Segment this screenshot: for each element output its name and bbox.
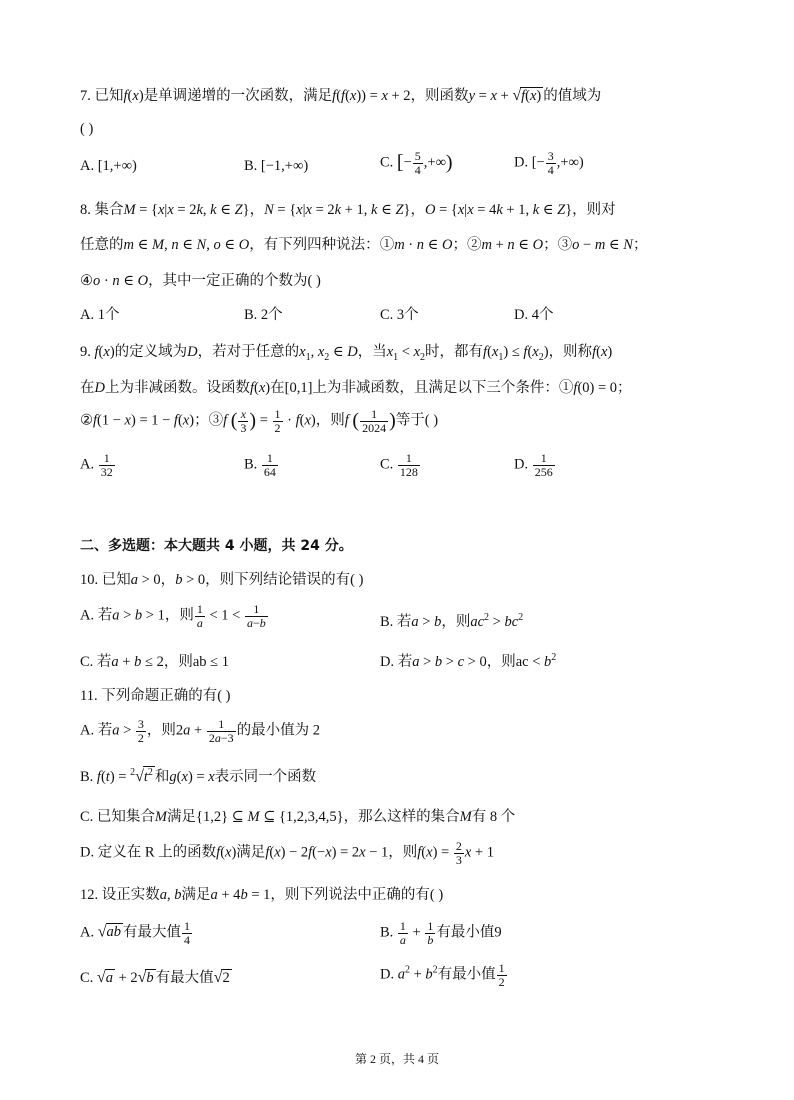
q9-option-d: [514, 452, 556, 478]
q8-option-a: A. 1个: [80, 307, 120, 323]
q9-option-a: [80, 452, 116, 478]
q11-option-b: B. $f(t) = ^2√t^2$ 和g(x) = x表示同一个函数: [80, 767, 317, 785]
q7-number: 7.: [80, 88, 95, 104]
q8-line2: 任意的m ∈ M, n ∈ N, o ∈ O，有下列四种说法：①m · n ∈ O；②m + n ∈ O；③o − m ∈ N；: [80, 237, 648, 253]
q9-option-b-label: B.: [244, 456, 258, 473]
q8-line3: ④o · n ∈ O，其中一定正确的个数为( ): [80, 273, 321, 289]
section-heading: 二、多选题：本大题共 4 小题，共 24 分。: [80, 538, 353, 554]
q10-stem: 10. 已知a > 0，b > 0，则下列结论错误的有( ): [80, 572, 364, 588]
q10-option-c-label: C. 若: [80, 654, 112, 670]
q11-text: 的最小值为 2: [236, 722, 321, 739]
q11-option-c: C. 已知集合M满足{1,2} ⊆ M ⊆ {1,2,3,4,5}，那么这样的集合M有 8 个: [80, 809, 516, 825]
q12-option-d: D. $a^2 + b^2$有最小值 $\frac{1}{2}$: [380, 961, 505, 989]
q8-line1: 8. 集合M = {x|x = 2k, k ∈ Z}，N = {x|x = 2k + 1, k ∈ Z}，O = {x|x = 4k + 1, k ∈ Z}，则对: [80, 202, 616, 218]
fraction-numerator: 1: [99, 452, 115, 466]
q9-text: 在: [80, 380, 95, 396]
q11-text: 满足{1,2} ⊆: [167, 809, 248, 825]
q10-text: 10. 已知: [80, 572, 131, 588]
q10-option-c: C. 若a + b ≤ 2，则ab ≤ 1: [80, 654, 229, 670]
q9-option-b: [244, 452, 279, 478]
q10-option-b-label: B. 若: [380, 614, 412, 630]
q10-option-b: B. 若a > b，则$ac^2 > bc^2$: [380, 612, 524, 630]
q7-option-c-label: C.: [380, 154, 394, 171]
q9-option-d-label: D.: [514, 456, 529, 473]
q12-text: ，则下列说法中正确的有( ): [270, 887, 444, 903]
q12-option-c: C. √a + 2√b 有最大值√2: [80, 969, 230, 986]
q11-text: 表示同一个函数: [214, 769, 317, 785]
q10-option-d: D. 若a > b > c > 0，则ac < $b^2$: [380, 652, 557, 670]
q12-text: 有最小值: [437, 966, 496, 983]
q9-text: 的定义域为: [114, 344, 188, 360]
q7-option-d-label: D. [−: [514, 154, 545, 171]
q12-option-b: B. $\frac{1}{a}$ + $\frac{1}{b}$ 有最小值9: [380, 919, 502, 947]
q11-option-d: D. 定义在 R 上的函数f(x)满足f(x) − 2f(−x) = 2x − 1，则f(x) = $\frac{2}{3}$ x + 1: [80, 839, 494, 867]
q8-text: ，其中一定正确的个数为( ): [148, 273, 321, 289]
q11-stem: 11. 下列命题正确的有( ): [80, 688, 231, 704]
q8-text: ，有下列四种说法：: [249, 237, 380, 253]
q9-text: ，当: [357, 344, 387, 360]
fraction-denominator: 128: [399, 464, 418, 479]
q12-text: 有最大值: [123, 924, 182, 941]
q11-text: C. 已知集合: [80, 809, 155, 825]
q9-line3: ②f(1 − x) = 1 − f(x)；③f ( $\frac{x}{3}$ ) = $\frac{1}{2}$ · f(x)，则f ( $\frac{1}{2024}$ )等于( ): [80, 407, 439, 435]
q12-stem: 12. 设正实数a, b满足a + 4b = 1，则下列说法中正确的有( ): [80, 887, 444, 903]
fraction-numerator: 1: [533, 452, 555, 466]
q8-option-d: D. 4个: [514, 307, 554, 323]
q9-option-c: [380, 452, 421, 478]
fraction-denominator: 32: [100, 464, 113, 479]
q9-text: 等于( ): [395, 412, 439, 429]
q9-option-a-label: A.: [80, 456, 95, 473]
fraction-denominator: 64: [263, 464, 276, 479]
fraction-numerator: 1: [262, 452, 278, 466]
page-footer: 第 2 页，共 4 页: [354, 1052, 439, 1066]
q7-paren: ( ): [80, 121, 94, 137]
q10-option-d-label: D. 若: [380, 654, 413, 670]
q10-option-a-label: A. 若: [80, 607, 113, 624]
q9-text: ，若对于任意的: [197, 344, 300, 360]
q7-option-d: D. [− $\frac{3}{4}$ ,+∞): [514, 149, 584, 177]
q11-text: ⊆ {1,2,3,4,5}，那么这样的集合: [259, 809, 460, 825]
q11-text: D. 定义在 R 上的函数: [80, 844, 217, 861]
q9-line1: 9. f(x)的定义域为D，若对于任意的$x_1$, $x_2$ ∈ D，当$x_1 < x_2$时，都有$f(x_1) \le f(x_2)$，则称f(x): [80, 344, 613, 363]
q7-option-b: B. [−1,+∞): [244, 158, 309, 174]
q11-option-a: A. 若a > $\frac{3}{2}$ ，则2a + $\frac{1}{2a-3}$ 的最小值为 2: [80, 717, 321, 745]
q7-option-c: C. [− $\frac{5}{4}$ ,+∞): [380, 149, 453, 177]
q7-stem: 7. 已知f(x)是单调递增的一次函数，满足f(f(x)) = x + 2，则函数y = x + √f(x) 的值域为: [80, 87, 602, 104]
q8-option-b: B. 2个: [244, 307, 283, 323]
q10-option-a: A. 若a > b > 1，则 $\frac{1}{a}$ < 1 < $\frac{1}{a-b}$: [80, 602, 266, 630]
q12-text: 有最大值: [155, 970, 214, 986]
q12-text: 满足: [181, 887, 211, 903]
q7-text: 已知: [94, 88, 124, 104]
q10-text: ，则下列结论错误的有( ): [205, 572, 364, 588]
fraction-numerator: 1: [398, 452, 420, 466]
q11-text: 有 8 个: [471, 809, 516, 825]
q7-option-a: A. [1,+∞): [80, 158, 137, 174]
q9-text: 在[0,1]上为非减函数，且满足以下三个条件：①: [270, 380, 574, 396]
q7-text: ，则函数: [410, 88, 469, 104]
q8-text: 8. 集合: [80, 202, 124, 218]
q8-text: 任意的: [80, 237, 124, 253]
q9-text: 上为非减函数。设函数: [104, 380, 250, 396]
q12-option-a: A. √ab 有最大值 $\frac{1}{4}$: [80, 919, 191, 947]
q9-text: ，则称: [548, 344, 593, 360]
fraction-denominator: 256: [534, 464, 553, 479]
q12-text: 12. 设正实数: [80, 887, 160, 903]
q9-text: 时，都有: [425, 344, 484, 360]
q9-line2: 在D上为非减函数。设函数f(x)在[0,1]上为非减函数，且满足以下三个条件：①f(0) = 0；: [80, 380, 632, 396]
q7-text: 的值域为: [543, 88, 602, 104]
q7-text: 是单调递增的一次函数，满足: [143, 88, 333, 104]
q12-text: 有最小值9: [436, 924, 502, 941]
q8-option-c: C. 3个: [380, 307, 419, 323]
q11-text: A. 若: [80, 722, 113, 739]
q9-option-c-label: C.: [380, 456, 394, 473]
